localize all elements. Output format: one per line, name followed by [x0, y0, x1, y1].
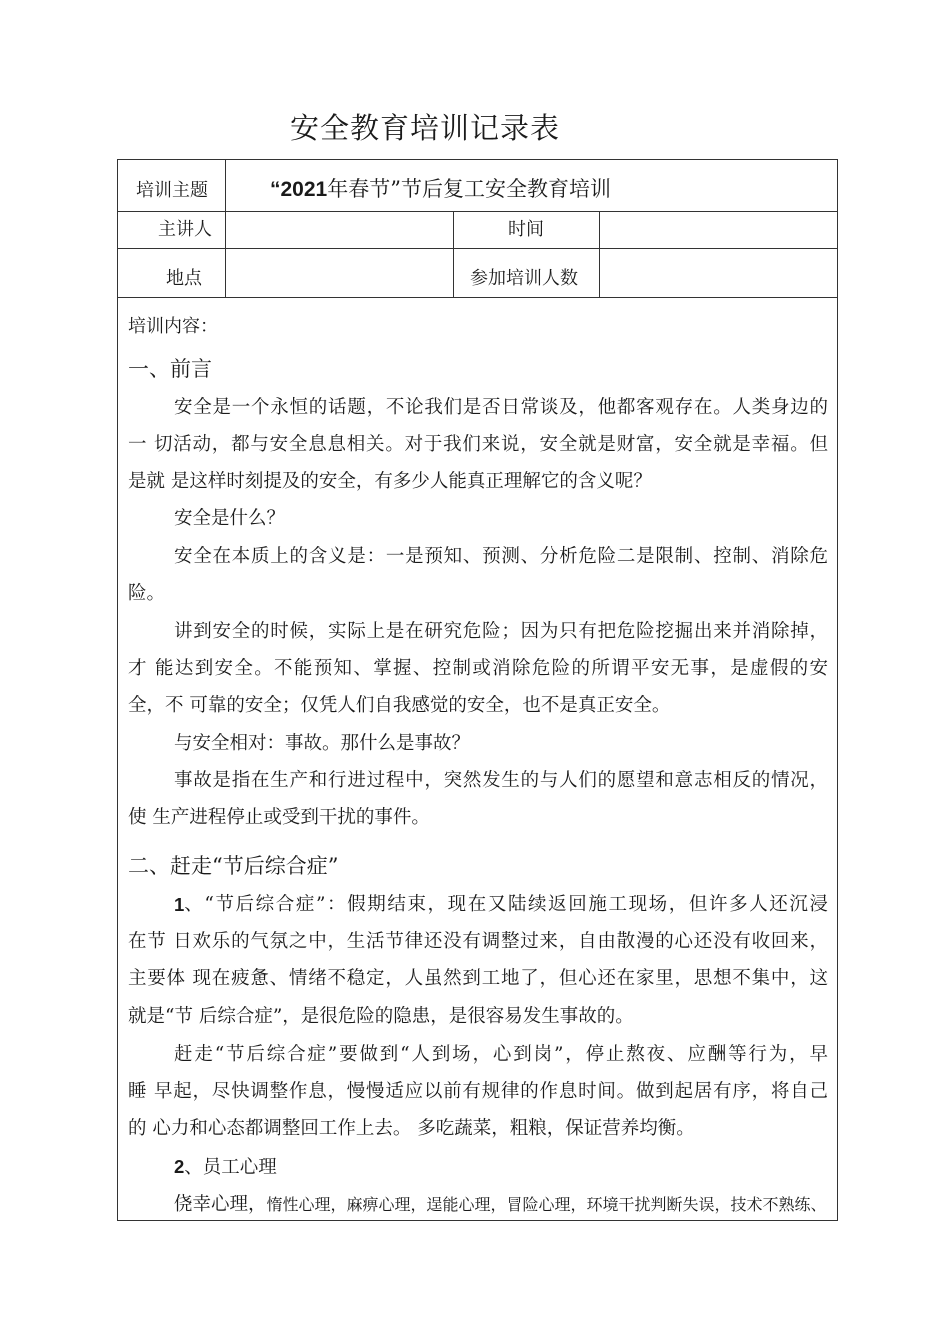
- speaker-value[interactable]: [240, 215, 440, 239]
- paragraph-line: 在节 日欢乐的气氛之中，生活节律还没有调整过来，自由散漫的心还没有收回来，: [128, 931, 828, 952]
- paragraph-line-item1: [128, 886, 828, 923]
- topic-value-year: “2021: [270, 178, 328, 201]
- location-label: 地点: [166, 268, 202, 289]
- item2-heading: [128, 1148, 828, 1185]
- paragraph-line: 与安全相对：事故。那什么是事故？: [174, 733, 471, 754]
- column-divider: [225, 159, 226, 298]
- paragraph-line: 安全是一个永恒的话题，不论我们是否日常谈及，他都客观存在。人类身边的: [174, 397, 828, 418]
- topic-label: 培训主题: [136, 180, 208, 201]
- paragraph-line: 事故是指在生产和行进过程中，突然发生的与人们的愿望和意志相反的情况，: [174, 770, 828, 791]
- paragraph-line-last: [128, 1186, 828, 1223]
- paragraph-line: 安全在本质上的含义是：一是预知、预测、分析危险二是限制、控制、消除危: [174, 546, 828, 567]
- attendees-value[interactable]: [612, 264, 822, 288]
- paragraph-line: 一 切活动，都与安全息息相关。对于我们来说，安全就是财富，安全就是幸福。但: [128, 434, 828, 455]
- section-heading-post-holiday: 二、赶走“节后综合症”: [128, 854, 339, 878]
- paragraph-line: 赶走“节后综合症”要做到“人到场，心到岗”，停止熬夜、应酬等行为，早: [174, 1044, 828, 1065]
- time-value[interactable]: [612, 215, 822, 239]
- paragraph-line: 睡 早起，尽快调整作息，慢慢适应以前有规律的作息时间。做到起居有序，将自己: [128, 1081, 828, 1102]
- last-line-rest: 惰性心理，麻痹心理，逞能心理，冒险心理，环境干扰判断失误，技术不熟练、: [266, 1195, 827, 1214]
- item2-label: 、员工心理: [184, 1157, 277, 1178]
- item2-number: 2: [174, 1156, 185, 1177]
- paragraph-line: 主要体 现在疲惫、情绪不稳定，人虽然到工地了，但心还在家里，思想不集中，这: [128, 968, 828, 989]
- last-line-lead: 侥幸心理，: [174, 1194, 267, 1215]
- page-title: 安全教育培训记录表: [290, 111, 561, 145]
- paragraph-line: 才 能达到安全。不能预知、掌握、控制或消除危险的所谓平安无事，是虚假的安: [128, 658, 828, 679]
- column-divider: [453, 211, 454, 298]
- topic-value: [270, 173, 611, 203]
- paragraph-line: 就是“节 后综合症”，是很危险的隐患，是很容易发生事故的。: [128, 1006, 634, 1027]
- item1-number: 1: [174, 894, 185, 915]
- topic-value-text: 年春节”节后复工安全教育培训: [327, 177, 611, 201]
- paragraph-line: 使 生产进程停止或受到干扰的事件。: [128, 807, 430, 828]
- column-divider: [599, 211, 600, 298]
- paragraph-line: 全，不 可靠的安全；仅凭人们自我感觉的安全，也不是真正安全。: [128, 695, 671, 716]
- location-value[interactable]: [240, 264, 440, 288]
- paragraph-line: 险。: [128, 583, 166, 604]
- attendees-label: 参加培训人数: [470, 268, 578, 289]
- paragraph-line: 安全是什么？: [174, 508, 286, 529]
- paragraph-line: 是就 是这样时刻提及的安全，有多少人能真正理解它的含义呢？: [128, 471, 652, 492]
- section-heading-preface: 一、前言: [128, 357, 212, 381]
- item1-text: 、“节后综合症”：假期结束，现在又陆续返回施工现场，但许多人还沉浸: [184, 894, 828, 915]
- content-label: 培训内容：: [128, 316, 218, 337]
- paragraph-line: 讲到安全的时候，实际上是在研究危险；因为只有把危险挖掘出来并消除掉，: [174, 621, 828, 642]
- time-label: 时间: [508, 219, 544, 240]
- paragraph-line: 的 心力和心态都调整回工作上去。 多吃蔬菜，粗粮，保证营养均衡。: [128, 1118, 695, 1139]
- speaker-label: 主讲人: [158, 219, 212, 240]
